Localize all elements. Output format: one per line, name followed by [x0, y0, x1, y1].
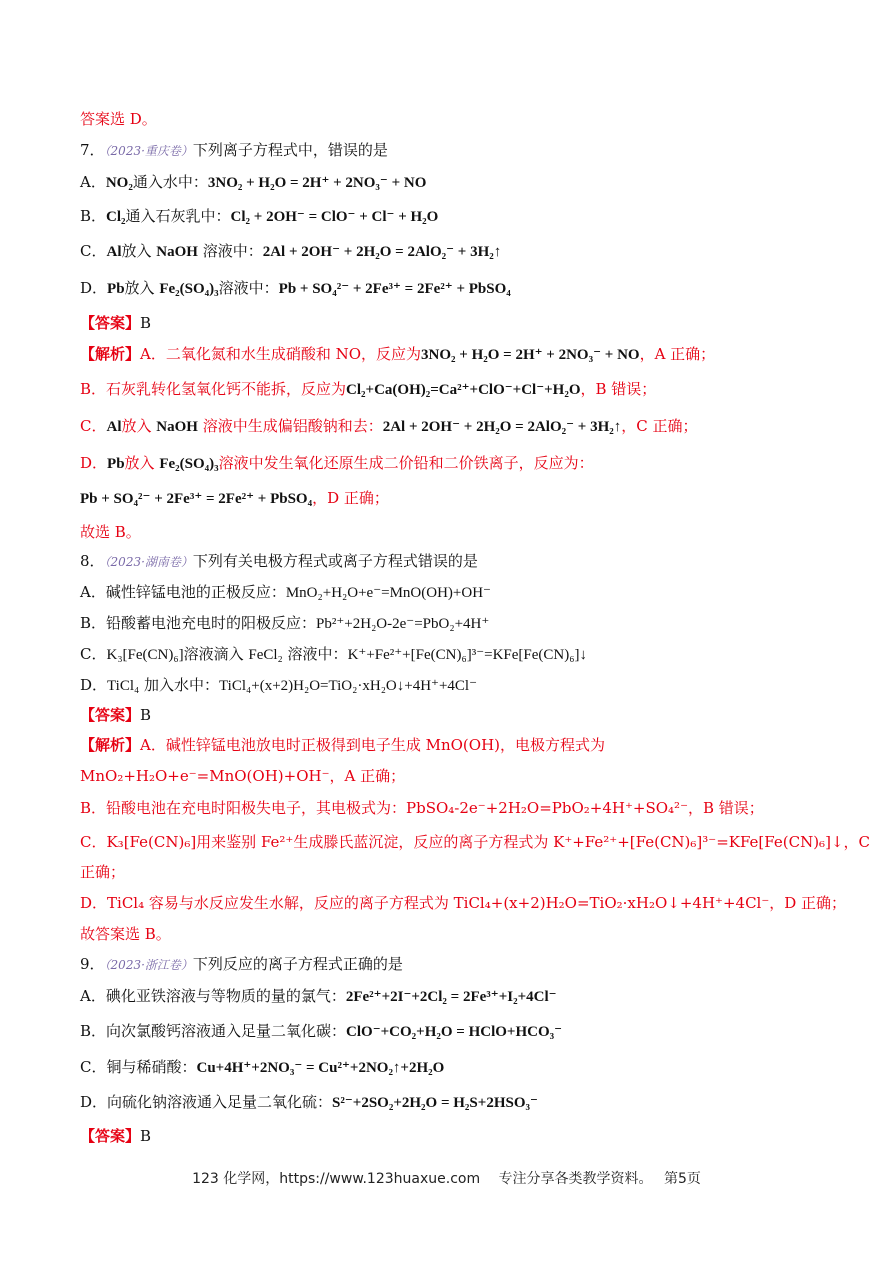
question-8 [80, 550, 478, 573]
text-segment: 通入石灰乳中： [125, 207, 231, 225]
text-segment: 【答案】 [80, 314, 141, 332]
text-segment: TiCl₄+(x+2)H₂O=TiO₂·xH₂O↓+4H⁺+4Cl⁻ [219, 678, 478, 694]
text-segment: 2Al + 2OH⁻ + 2H₂O = 2AlO₂⁻ + 3H₂↑ [262, 244, 502, 260]
text-segment: 下列反应的离子方程式正确的是 [192, 955, 403, 973]
text-segment: A．二氧化氮和水生成硝酸和 NO，反应为 [140, 345, 422, 363]
text-segment: A．碱性锌锰电池的正极反应： [80, 583, 286, 601]
text-segment: 9． [80, 955, 105, 973]
text-segment: 2Fe²⁺+2I⁻+2Cl₂ = 2Fe³⁺+I₂+4Cl⁻ [345, 989, 557, 1005]
q7-option-c [80, 240, 501, 263]
q7-analysis-d-equation [80, 487, 389, 510]
text-segment: C．铜与稀硝酸： [80, 1058, 197, 1076]
text-segment: Pb + SO₄²⁻ + 2Fe³⁺ = 2Fe²⁺ + PbSO₄ [278, 281, 511, 297]
q8-analysis-b [80, 797, 764, 819]
text-segment: Pb [107, 281, 125, 297]
text-segment: 8． [80, 552, 105, 570]
text-segment: 2Al + 2OH⁻ + 2H₂O = 2AlO₂⁻ + 3H₂↑ [382, 419, 622, 435]
page-footer: 123 化学网，https://www.123huaxue.com 专注分享各类教学资料。 第5页 [192, 1171, 701, 1187]
text-segment: 7． [80, 141, 105, 159]
text-segment: Cu+4H⁺+2NO₃⁻ = Cu²⁺+2NO₂↑+2H₂O [196, 1060, 445, 1076]
text-segment: S²⁻+2SO₂+2H₂O = H₂S+2HSO₃⁻ [332, 1095, 538, 1111]
q7-answer [80, 312, 151, 334]
text-segment: 故答案选 B。 [80, 925, 171, 943]
text-segment: ，A 正确； [639, 345, 716, 363]
text-segment: 下列离子方程式中，错误的是 [192, 141, 388, 159]
text-segment: NaOH [156, 419, 198, 435]
q9-option-d [80, 1091, 538, 1114]
text-segment: MnO₂+H₂O+e⁻=MnO(OH)+OH⁻ [285, 585, 491, 601]
text-segment: C． [80, 417, 107, 435]
q8-conclusion [80, 923, 171, 945]
text-segment: 3NO₂ + H₂O = 2H⁺ + 2NO₃⁻ + NO [207, 175, 427, 191]
text-segment: 【答案】 [80, 706, 141, 724]
text-segment: Pb [107, 456, 125, 472]
q9-option-b [80, 1020, 562, 1043]
text-segment: ClO⁻+CO₂+H₂O = HClO+HCO₃⁻ [346, 1024, 563, 1040]
text-segment: 溶液滴入 [183, 645, 249, 663]
text-segment: 故选 B。 [80, 523, 141, 541]
q8-analysis-d [80, 892, 846, 914]
text-segment: D． [80, 279, 108, 297]
text-segment: ，C 正确； [621, 417, 698, 435]
q7-analysis-b [80, 378, 656, 401]
q8-option-d [80, 674, 477, 697]
q7-analysis-d [80, 452, 594, 475]
text-segment: Cl₂ + 2OH⁻ = ClO⁻ + Cl⁻ + H₂O [230, 209, 439, 225]
question-7 [80, 139, 388, 162]
q7-option-a [80, 171, 426, 194]
q7-conclusion [80, 521, 141, 543]
text-segment: B．石灰乳转化氢氧化钙不能拆，反应为 [80, 380, 347, 398]
text-segment: NO₂ [105, 175, 133, 191]
text-segment: K⁺+Fe²⁺+[Fe(CN)₆]³⁻=KFe[Fe(CN)₆]↓ [347, 647, 587, 663]
text-segment: 通入水中： [132, 173, 208, 191]
text-segment: 加入水中： [139, 676, 220, 694]
q9-option-a [80, 985, 557, 1008]
text-segment: D． [80, 454, 108, 472]
text-segment: （2023·重庆卷） [104, 144, 193, 158]
text-segment: TiCl₄ [107, 678, 140, 694]
text-segment: （2023·浙江卷） [104, 958, 193, 972]
q8-analysis-c [80, 831, 870, 853]
q8-analysis-c-cont [80, 861, 125, 883]
text-segment: 下列有关电极方程式或离子方程式错误的是 [192, 552, 478, 570]
text-segment: B [140, 314, 152, 332]
q7-analysis-c [80, 415, 698, 438]
text-segment: K₃[Fe(CN)₆] [106, 647, 184, 663]
text-segment: Pb + SO₄²⁻ + 2Fe³⁺ = 2Fe²⁺ + PbSO₄ [80, 491, 313, 507]
text-segment: 放入 [121, 417, 157, 435]
text-segment: 溶液中生成偏铝酸钠和去： [197, 417, 383, 435]
answer-line-q6 [80, 108, 157, 130]
q8-analysis-a-cont [80, 765, 405, 787]
q7-analysis-a [80, 343, 715, 366]
text-segment: 正确； [80, 863, 126, 881]
q8-option-a [80, 581, 491, 604]
text-segment: A．碱性锌锰电池放电时正极得到电子生成 MnO(OH)，电极方程式为 [140, 736, 606, 754]
text-segment: B．铅酸电池在充电时阳极失电子，其电极式为：PbSO₄-2e⁻+2H₂O=PbO₂+4H⁺+SO₄²⁻，B 错误； [80, 799, 764, 817]
text-segment: A．碘化亚铁溶液与等物质的量的氯气： [80, 987, 346, 1005]
text-segment: D．向硫化钠溶液通入足量二氧化硫： [80, 1093, 333, 1111]
text-segment: Fe₂(SO₄)₃ [159, 281, 219, 297]
text-segment: 溶液中： [282, 645, 348, 663]
text-segment: C． [80, 645, 107, 663]
text-segment: Cl₂+Ca(OH)₂=Ca²⁺+ClO⁻+Cl⁻+H₂O [346, 382, 581, 398]
text-segment: 放入 [124, 279, 160, 297]
text-segment: （2023·湖南卷） [104, 555, 193, 569]
text-segment: 3NO₂ + H₂O = 2H⁺ + 2NO₃⁻ + NO [421, 347, 640, 363]
text-segment: C．K₃[Fe(CN)₆]用来鉴别 Fe²⁺生成滕氏蓝沉淀，反应的离子方程式为 K⁺+Fe²⁺+[Fe(CN)₆]³⁻=KFe[Fe(CN)₆]↓，C [80, 833, 870, 851]
text-segment: MnO₂+H₂O+e⁻=MnO(OH)+OH⁻，A 正确； [80, 767, 406, 785]
q8-option-c [80, 643, 587, 666]
text-segment: Al [106, 244, 122, 260]
text-segment: 放入 [121, 242, 157, 260]
text-segment: 溶液中发生氧化还原生成二价铅和二价铁离子，反应为： [218, 454, 594, 472]
text-segment: C． [80, 242, 107, 260]
text-segment: 溶液中： [218, 279, 279, 297]
text-segment: Cl₂ [106, 209, 126, 225]
q7-option-d [80, 277, 511, 300]
q7-option-b [80, 205, 438, 228]
text-segment: D．TiCl₄ 容易与水反应发生水解，反应的离子方程式为 TiCl₄+(x+2)H₂O=TiO₂·xH₂O↓+4H⁺+4Cl⁻，D 正确； [80, 894, 847, 912]
text-segment: D． [80, 676, 108, 694]
q8-analysis-a [80, 734, 605, 756]
question-9 [80, 953, 403, 976]
text-segment: ，D 正确； [312, 489, 389, 507]
text-segment: 【解析】 [80, 345, 141, 363]
q8-answer [80, 704, 151, 726]
text-segment: 溶液中： [197, 242, 263, 260]
text-segment: B [140, 706, 152, 724]
text-segment: ，B 错误； [580, 380, 657, 398]
q9-answer [80, 1125, 151, 1147]
text-segment: 放入 [124, 454, 160, 472]
text-segment: B [140, 1127, 152, 1145]
q8-option-b [80, 612, 489, 635]
text-segment: Pb²⁺+2H₂O-2e⁻=PbO₂+4H⁺ [316, 616, 490, 632]
text-segment: B．向次氯酸钙溶液通入足量二氧化碳： [80, 1022, 347, 1040]
text-segment: B．铅酸蓄电池充电时的阳极反应： [80, 614, 317, 632]
q9-option-c [80, 1056, 444, 1079]
text-segment: NaOH [156, 244, 198, 260]
text-segment: 【解析】 [80, 736, 141, 754]
text-segment: Fe₂(SO₄)₃ [159, 456, 219, 472]
text-segment: FeCl₂ [248, 647, 283, 663]
text-segment: Al [106, 419, 122, 435]
text-segment: 答案选 D。 [80, 110, 157, 128]
text-segment: B． [80, 207, 107, 225]
text-segment: A． [80, 173, 106, 191]
text-segment: 【答案】 [80, 1127, 141, 1145]
